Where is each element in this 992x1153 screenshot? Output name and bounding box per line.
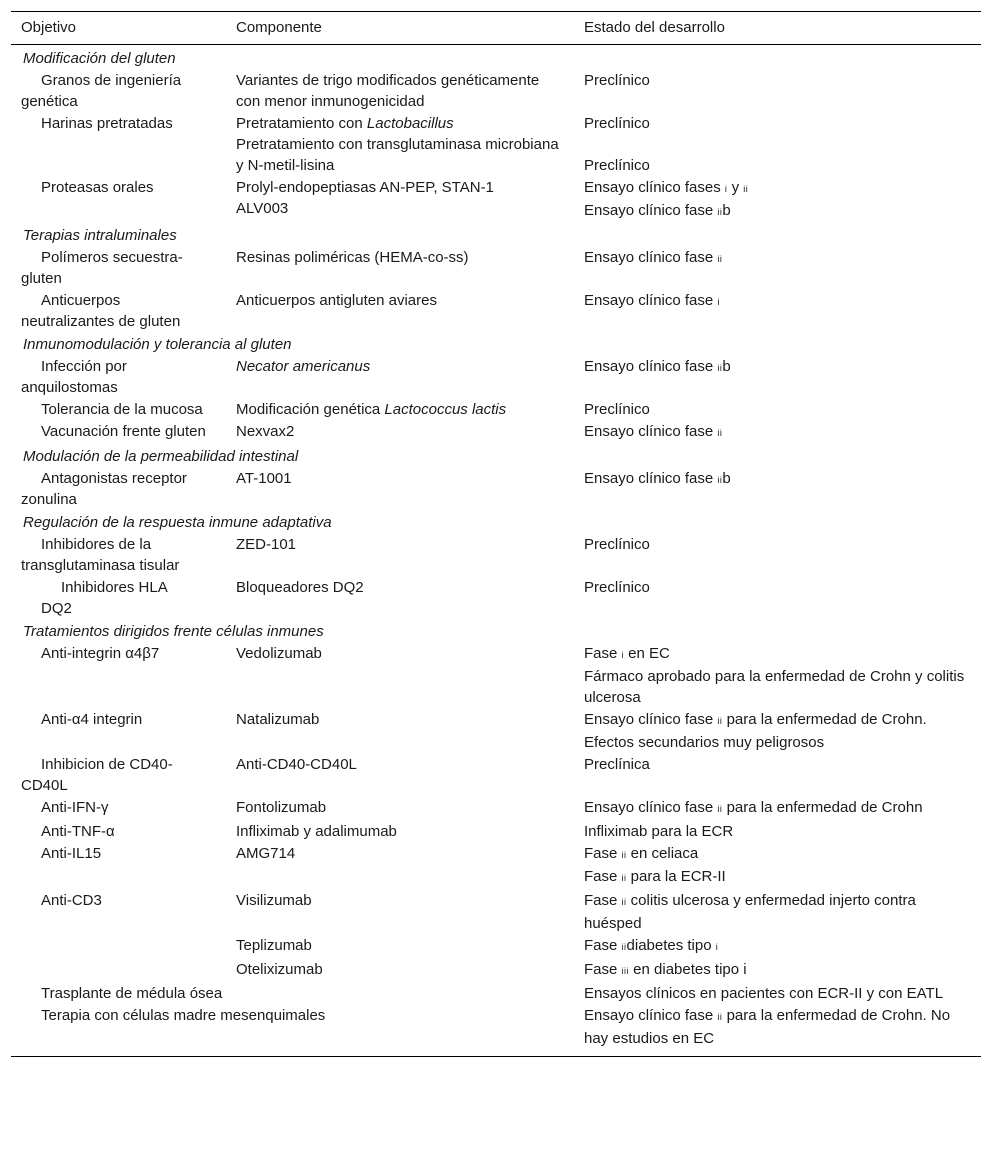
cell-objetivo: Granos de ingeniería genética bbox=[21, 72, 182, 110]
section-row bbox=[11, 511, 981, 534]
cell-componente: Anticuerpos antigluten aviares bbox=[236, 292, 437, 309]
cell-estado bbox=[574, 113, 981, 177]
status-line: Preclínico bbox=[584, 157, 650, 174]
status-line: Fármaco aprobado para la enfermedad de Crohn y colitis ulcerosa bbox=[584, 668, 965, 706]
cell-estado: Infliximab para la ECR bbox=[584, 823, 734, 840]
cell-estado: Ensayos clínicos en pacientes con ECR-II y con EATL bbox=[584, 985, 944, 1002]
phase-numeral: ii bbox=[717, 254, 723, 264]
cell-estado: Preclínico bbox=[584, 579, 650, 596]
status-line: Fase ii en celiaca bbox=[584, 845, 699, 862]
status-line: Fase i en EC bbox=[584, 645, 670, 662]
table-row bbox=[11, 113, 981, 177]
cell-objetivo-empty bbox=[11, 935, 226, 959]
cell-componente: Natalizumab bbox=[236, 711, 320, 728]
phase-numeral: ii bbox=[743, 184, 749, 194]
cell-objetivo: Anti-TNF-α bbox=[41, 823, 115, 840]
cell-componente: Anti-CD40-CD40L bbox=[236, 756, 357, 773]
section-row bbox=[11, 224, 981, 247]
status-line: Preclínico bbox=[584, 115, 650, 132]
cell-componente bbox=[226, 177, 574, 224]
phase-numeral: i bbox=[621, 650, 625, 660]
section-title: Modulación de la permeabilidad intestinal bbox=[23, 448, 299, 465]
phase-numeral: ii bbox=[717, 207, 723, 217]
cell-componente: AMG714 bbox=[236, 845, 296, 862]
cell-componente: Teplizumab bbox=[236, 937, 312, 954]
cell-objetivo: Terapia con células madre mesenquimales bbox=[41, 1007, 326, 1024]
cell-componente: Modificación genética Lactococcus lactis bbox=[236, 401, 507, 418]
table-row bbox=[11, 399, 981, 421]
phase-numeral: ii bbox=[717, 804, 723, 814]
cell-objetivo: Proteasas orales bbox=[41, 179, 154, 196]
cell-componente: ZED-101 bbox=[236, 536, 297, 553]
cell-estado: Ensayo clínico fase iib bbox=[584, 358, 731, 375]
cell-componente: Fontolizumab bbox=[236, 799, 327, 816]
status-line: Ensayo clínico fase iib bbox=[584, 202, 731, 219]
phase-numeral: i bbox=[717, 297, 720, 307]
status-line: Ensayo clínico fases i y ii bbox=[584, 179, 749, 196]
phase-numeral: ii bbox=[717, 475, 723, 485]
table-row bbox=[11, 643, 981, 709]
cell-objetivo: Antagonistas receptor zonulina bbox=[21, 470, 187, 508]
cell-componente: AT-1001 bbox=[236, 470, 292, 487]
header-objetivo: Objetivo bbox=[21, 19, 77, 36]
phase-numeral: iii bbox=[621, 966, 630, 976]
table-row bbox=[11, 247, 981, 290]
cell-componente: Nexvax2 bbox=[236, 423, 295, 440]
section-title: Tratamientos dirigidos frente células inmunes bbox=[23, 623, 324, 640]
cell-objetivo: Trasplante de médula ósea bbox=[41, 985, 223, 1002]
cell-estado: Fase iidiabetes tipo i bbox=[584, 937, 719, 954]
section-title: Regulación de la respuesta inmune adaptativa bbox=[23, 514, 332, 531]
cell-estado bbox=[574, 177, 981, 224]
cell-componente: Bloqueadores DQ2 bbox=[236, 579, 364, 596]
cell-objetivo: Anti-IFN-γ bbox=[41, 799, 109, 816]
cell-objetivo: Anti-integrin α4β7 bbox=[41, 645, 160, 662]
table-row bbox=[11, 70, 981, 113]
cell-objetivo-empty bbox=[11, 959, 226, 983]
cell-objetivo: Infección por anquilostomas bbox=[21, 358, 127, 396]
cell-estado: Preclínica bbox=[584, 756, 650, 773]
cell-estado: Ensayo clínico fase ii para la enfermedad de Crohn. No hay estudios en EC bbox=[584, 1007, 951, 1047]
cell-componente: Vedolizumab bbox=[236, 645, 322, 662]
phase-numeral: ii bbox=[717, 428, 723, 438]
cell-objetivo: Vacunación frente gluten bbox=[41, 423, 206, 440]
cell-estado: Fase ii colitis ulcerosa y enfermedad injerto contra huésped bbox=[584, 892, 916, 932]
cell-componente: Visilizumab bbox=[236, 892, 312, 909]
species-name: Lactococcus lactis bbox=[384, 401, 507, 418]
table-row bbox=[11, 421, 981, 445]
section-row bbox=[11, 445, 981, 468]
component-line: Prolyl-endopeptiasas AN-PEP, STAN-1 bbox=[236, 179, 494, 196]
cell-componente: Infliximab y adalimumab bbox=[236, 823, 397, 840]
table-row bbox=[11, 290, 981, 333]
table-row bbox=[11, 177, 981, 224]
section-row bbox=[11, 45, 981, 71]
cell-componente: Variantes de trigo modificados genéticamente con menor inmunogenicidad bbox=[236, 72, 540, 110]
cell-estado bbox=[574, 843, 981, 890]
phase-numeral: ii bbox=[717, 363, 723, 373]
phase-numeral: ii bbox=[621, 942, 627, 952]
section-title: Inmunomodulación y tolerancia al gluten bbox=[23, 336, 292, 353]
cell-objetivo: Inhibidores HLA DQ2 bbox=[41, 579, 167, 617]
cell-estado: Ensayo clínico fase i bbox=[584, 292, 720, 309]
table-row bbox=[11, 754, 981, 797]
status-line: Fase ii para la ECR-II bbox=[584, 868, 726, 885]
cell-componente: Otelixizumab bbox=[236, 961, 323, 978]
table-row bbox=[11, 890, 981, 935]
cell-componente bbox=[226, 113, 574, 177]
table-row bbox=[11, 577, 981, 620]
phase-numeral: ii bbox=[717, 716, 723, 726]
phase-numeral: ii bbox=[621, 897, 627, 907]
therapies-table-container bbox=[11, 11, 981, 1057]
header-componente: Componente bbox=[236, 19, 322, 36]
phase-numeral: ii bbox=[621, 850, 627, 860]
component-line: Pretratamiento con transglutaminasa microbiana y N-metil-lisina bbox=[236, 136, 559, 174]
cell-estado: Ensayo clínico fase ii para la enfermedad de Crohn. Efectos secundarios muy peligrosos bbox=[584, 711, 927, 751]
species-name: Necator americanus bbox=[236, 358, 371, 375]
therapies-table bbox=[11, 11, 981, 1057]
phase-numeral: i bbox=[724, 184, 728, 194]
cell-estado: Preclínico bbox=[584, 536, 650, 553]
table-row bbox=[11, 1005, 981, 1057]
cell-objetivo: Anti-IL15 bbox=[41, 845, 102, 862]
cell-componente: Resinas poliméricas (HEMA-co-ss) bbox=[236, 249, 469, 266]
species-name: Lactobacillus bbox=[366, 115, 454, 132]
phase-numeral: ii bbox=[621, 873, 627, 883]
table-row bbox=[11, 983, 981, 1005]
cell-estado: Ensayo clínico fase ii bbox=[584, 249, 723, 266]
cell-objetivo: Harinas pretratadas bbox=[41, 115, 173, 132]
cell-objetivo: Polímeros secuestra-gluten bbox=[21, 249, 183, 287]
cell-objetivo: Anti-CD3 bbox=[41, 892, 102, 909]
section-row bbox=[11, 333, 981, 356]
table-row bbox=[11, 959, 981, 983]
section-title: Terapias intraluminales bbox=[23, 227, 177, 244]
cell-estado: Ensayo clínico fase ii para la enfermedad de Crohn bbox=[584, 799, 923, 816]
cell-estado: Ensayo clínico fase ii bbox=[584, 423, 723, 440]
cell-estado: Fase iii en diabetes tipo i bbox=[584, 961, 747, 978]
header-estado: Estado del desarrollo bbox=[584, 19, 725, 36]
section-title: Modificación del gluten bbox=[23, 50, 176, 67]
cell-objetivo: Inhibidores de la transglutaminasa tisular bbox=[21, 536, 180, 574]
table-row bbox=[11, 821, 981, 843]
phase-numeral: ii bbox=[717, 1012, 723, 1022]
table-row bbox=[11, 468, 981, 511]
table-row bbox=[11, 797, 981, 821]
header-row bbox=[11, 12, 981, 45]
component-line: ALV003 bbox=[236, 200, 289, 217]
cell-componente bbox=[226, 356, 574, 399]
cell-estado: Preclínico bbox=[584, 72, 650, 89]
cell-objetivo: Inhibicion de CD40-CD40L bbox=[21, 756, 173, 794]
table-row bbox=[11, 534, 981, 577]
status-spacer bbox=[584, 134, 971, 155]
table-row bbox=[11, 935, 981, 959]
cell-objetivo: Anticuerpos neutralizantes de gluten bbox=[21, 292, 181, 330]
cell-estado bbox=[574, 643, 981, 709]
table-row bbox=[11, 356, 981, 399]
phase-numeral: i bbox=[715, 942, 719, 952]
section-row bbox=[11, 620, 981, 643]
cell-estado: Ensayo clínico fase iib bbox=[584, 470, 731, 487]
table-row bbox=[11, 843, 981, 890]
table-row bbox=[11, 709, 981, 754]
cell-objetivo: Anti-α4 integrin bbox=[41, 711, 143, 728]
cell-estado: Preclínico bbox=[584, 401, 650, 418]
cell-objetivo: Tolerancia de la mucosa bbox=[41, 401, 203, 418]
component-line: Pretratamiento con Lactobacillus bbox=[236, 115, 454, 132]
